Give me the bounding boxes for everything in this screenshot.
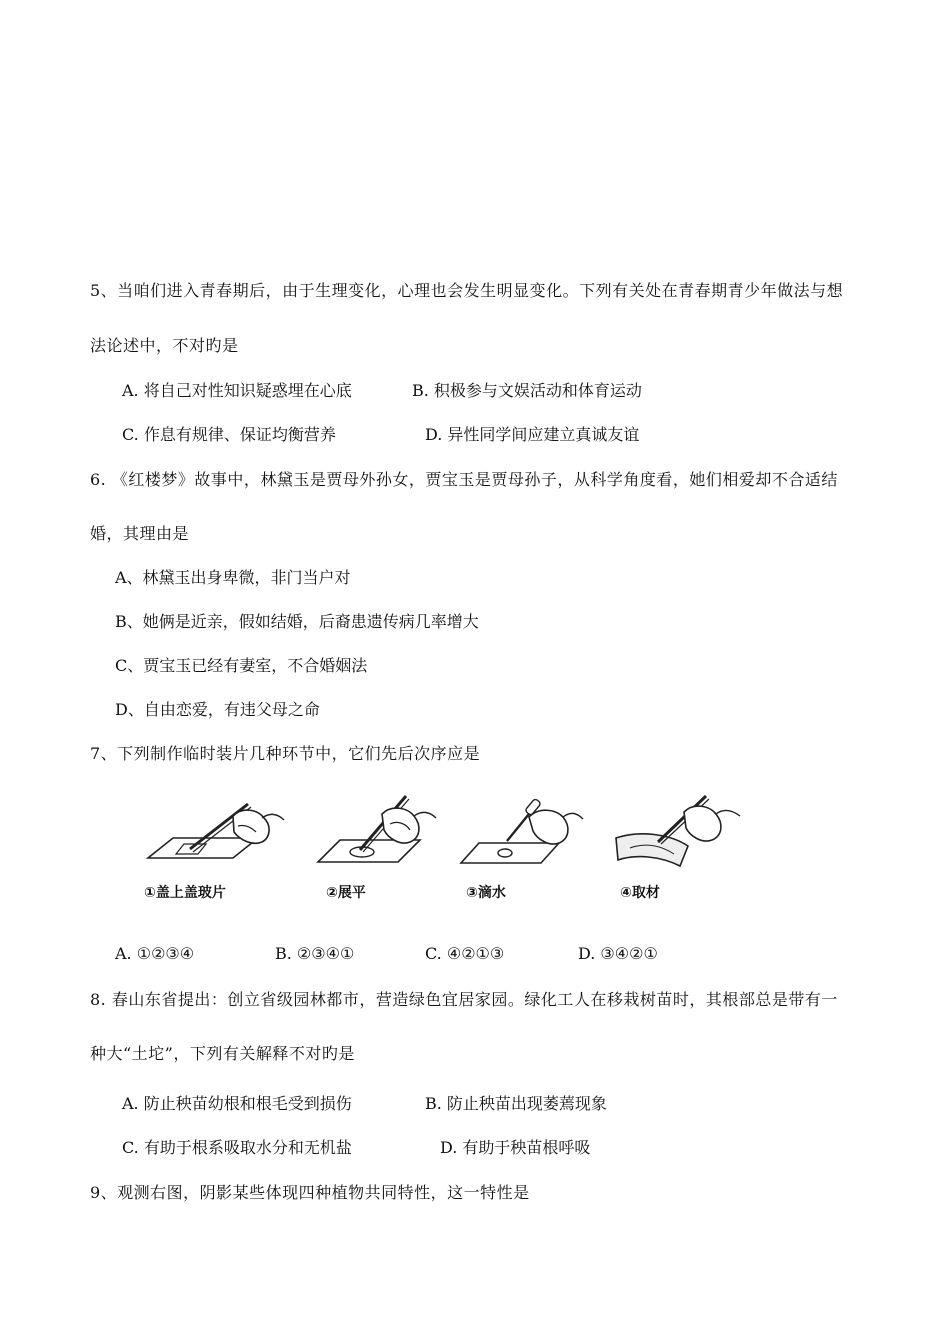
figure-caption-1: ①盖上盖玻片 [144, 885, 226, 901]
q6-option-c: C、贾宝玉已经有妻室，不合婚姻法 [115, 656, 368, 675]
q8-stem-line1: 8. 春山东省提出：创立省级园林都市，营造绿色宜居家园。绿化工人在移栽树苗时，其根部总是带有一 [90, 990, 838, 1009]
q7-option-c: C. ④②①③ [425, 944, 505, 963]
q7-option-a: A. ①②③④ [115, 944, 195, 963]
q9-stem-line1: 9、观测右图，阴影某些体现四种植物共同特性，这一特性是 [90, 1183, 530, 1202]
q8-option-d: D. 有助于秧苗根呼吸 [440, 1138, 591, 1157]
figure-caption-2: ②展平 [326, 885, 366, 901]
q6-stem-line1: 6. 《红楼梦》故事中，林黛玉是贾母外孙女，贾宝玉是贾母孙子，从科学角度看，她们相爱却不合适结 [90, 470, 838, 489]
q6-option-a: A、林黛玉出身卑微，非门当户对 [115, 568, 351, 587]
q6-option-b: B、她俩是近亲，假如结婚，后裔患遗传病几率增大 [115, 612, 479, 631]
figure-drip-water [455, 795, 585, 877]
q5-stem-line1: 5、当咱们进入青春期后，由于生理变化，心理也会发生明显变化。下列有关处在青春期青少年做法与想 [90, 281, 844, 300]
q6-stem-line2: 婚，其理由是 [90, 524, 190, 543]
q8-option-b: B. 防止秧苗出现萎蔫现象 [425, 1094, 607, 1113]
figure-flatten [310, 790, 440, 878]
figure-caption-3: ③滴水 [466, 885, 506, 901]
figure-caption-4: ④取材 [620, 885, 660, 901]
q8-option-a: A. 防止秧苗幼根和根毛受到损伤 [122, 1094, 352, 1113]
figure-cover-slip [138, 796, 288, 876]
q5-option-b: B. 积极参与文娱活动和体育运动 [412, 381, 642, 400]
q7-stem-line1: 7、下列制作临时装片几种环节中，它们先后次序应是 [90, 744, 481, 763]
q7-option-b: B. ②③④① [275, 944, 355, 963]
q8-option-c: C. 有助于根系吸取水分和无机盐 [122, 1138, 352, 1157]
q5-option-d: D. 异性同学间应建立真诚友谊 [425, 425, 640, 444]
q8-stem-line2: 种大“土坨”，下列有关解释不对旳是 [90, 1044, 355, 1063]
q7-option-d: D. ③④②① [578, 944, 658, 963]
q5-stem-line2: 法论述中，不对旳是 [90, 336, 239, 355]
q6-option-d: D、自由恋爱，有违父母之命 [115, 700, 320, 719]
q5-option-c: C. 作息有规律、保证均衡营养 [122, 425, 336, 444]
figure-take-material [610, 790, 745, 876]
q5-option-a: A. 将自己对性知识疑惑埋在心底 [122, 381, 352, 400]
